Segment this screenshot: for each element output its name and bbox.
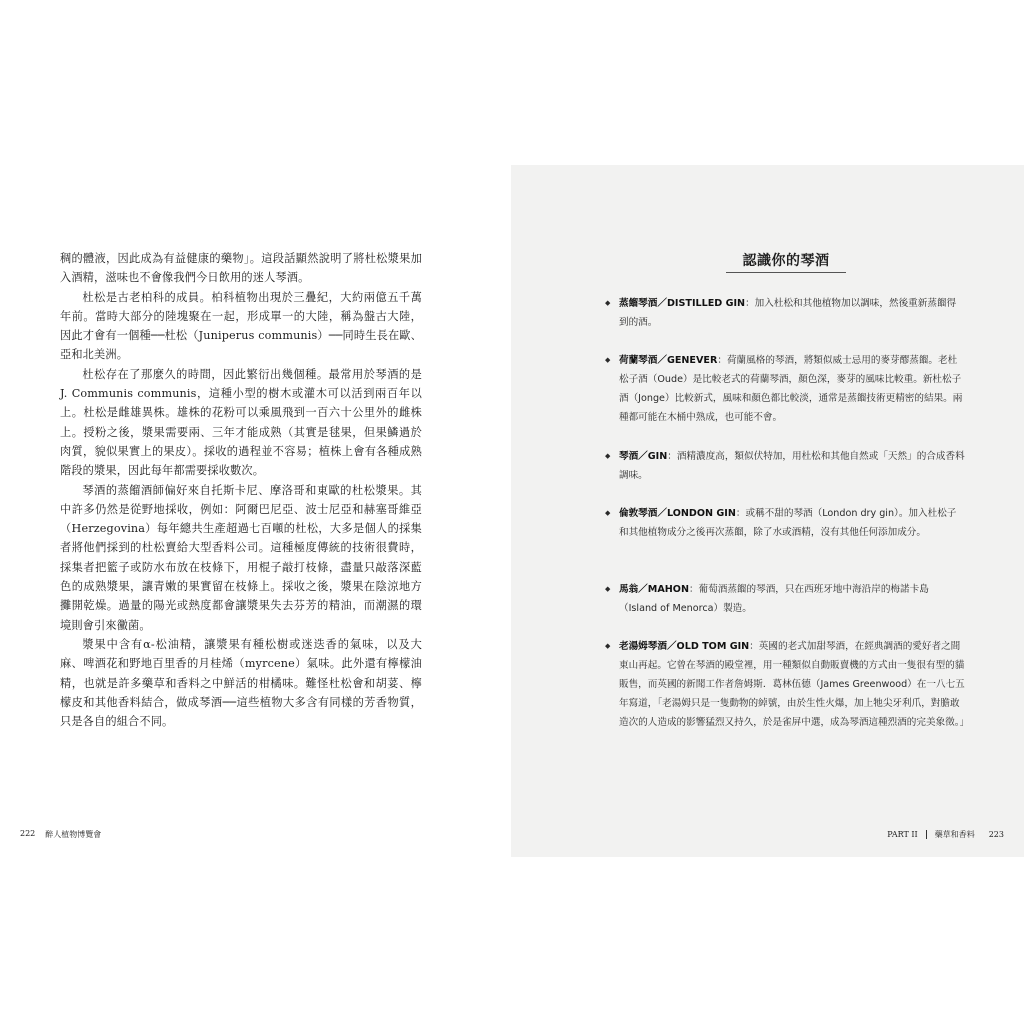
diamond-bullet-icon: ◆ [605,452,611,460]
entry-london-gin [605,504,965,542]
entry-gin [605,447,965,485]
right-page-number: 223 [988,830,1004,839]
entry-term: 老湯姆琴酒／OLD TOM GIN [619,641,750,652]
paragraph-4: 琴酒的蒸餾酒師偏好來自托斯卡尼、摩洛哥和東歐的杜松漿果。其中許多仍然是從野地採收，例如：阿爾巴尼亞、波士尼亞和赫塞哥維亞（Herzegovina）每年總共生產超過七百噸的杜松，大多是個人的採集者將他們採到的杜松賣給大型香料公司。這種極度傳統的技術很費時，採集者把籃子或防水布放在枝條下，用棍子敲打枝條，盡量只敲落深藍色的成熟漿果，讓青嫩的果實留在枝條上。採收之後，漿果在陰涼地方攤開乾燥。過量的陽光或熱度都會讓漿果失去芬芳的精油，而潮濕的環境則會引來黴菌。 [60,483,422,632]
entry-mahon [605,580,965,618]
diamond-bullet-icon: ◆ [605,585,611,593]
body-text [60,249,422,731]
entry-genever [605,351,965,427]
entry-definition: ：加入杜松和其他植物加以調味，然後重新蒸餾得到的酒。 [619,298,957,328]
paragraph-3: 杜松存在了那麼久的時間，因此繁衍出幾個種。最常用於琴酒的是 J. Communis communis，這種小型的樹木或灌木可以活到兩百年以上。杜松是雌雄異株。雄株的花粉可以乘風飛到一百六十公里外的雌株上。授粉之後，漿果需要兩、三年才能成熟（其實是毬果，但果鱗過於肉質，貌似果實上的果皮）。採收的過程並不容易；植株上會有各種成熟階段的漿果，因此每年都需要採收數次。 [60,367,422,478]
title-underline [726,272,846,273]
paragraph-2: 杜松是古老柏科的成員。柏科植物出現於三疊紀，大約兩億五千萬年前。當時大部分的陸塊聚在一起，形成單一的大陸，稱為盤古大陸，因此才會有一個種──杜松（Juniperus communis）──同時生長在歐、亞和北美洲。 [60,290,422,362]
paragraph-1: 稠的體液，因此成為有益健康的藥物」。這段話顯然說明了將杜松漿果加入酒精，滋味也不會像我們今日飲用的迷人琴酒。 [60,252,422,285]
part-label: PART II [887,830,918,839]
running-title: 醉人植物博覽會 [45,830,102,839]
entry-distilled-gin [605,294,965,332]
entry-definition: ：或稱不甜的琴酒（London dry gin）。加入杜松子和其他植物成分之後再次蒸餾，除了水或酒精，沒有其他任何添加成分。 [619,508,957,538]
sidebar-title: 認識你的琴酒 [742,253,830,269]
entry-definition: ：英國的老式加甜琴酒，在經典調酒的愛好者之間東山再起。它曾在琴酒的殿堂裡，用一種類似自動販賣機的方式由一隻很有型的貓販售，而英國的新聞工作者詹姆斯．葛林伍德（James Greenwood）在一八七五年寫道，「老湯姆只是一隻動物的綽號，由於生性火爆，加上牠尖牙利爪，對膽敢造次的人造成的影響猛烈又持久，於是雀屏中選，成為琴酒這種烈酒的完美象徵。」 [619,641,970,728]
entry-term: 馬翁／MAHON [619,584,689,595]
entry-term: 蒸餾琴酒／DISTILLED GIN [619,298,746,309]
entry-definition: ：酒精濃度高，類似伏特加，用杜松和其他自然或「天然」的合成香料調味。 [619,451,965,481]
entry-old-tom-gin [605,637,970,732]
entry-term: 倫敦琴酒／LONDON GIN [619,508,736,519]
entry-definition: ：葡萄酒蒸餾的琴酒，只在西班牙地中海沿岸的梅諾卡島（Island of Menorca）製造。 [619,584,929,614]
right-footer [887,829,1004,840]
footer-divider [926,830,927,839]
left-page-number: 222 [20,829,36,838]
left-footer [20,829,101,840]
diamond-bullet-icon: ◆ [605,642,611,650]
diamond-bullet-icon: ◆ [605,509,611,517]
paragraph-5: 漿果中含有α-松油精，讓漿果有種松樹或迷迭香的氣味，以及大麻、啤酒花和野地百里香的月桂烯（myrcene）氣味。此外還有檸檬油精，也就是許多藥草和香料之中鮮活的柑橘味。難怪杜松會和胡荽、檸檬皮和其他香料結合，做成琴酒──這些植物大多含有同樣的芳香物質，只是各自的組合不同。 [60,637,422,729]
entry-definition: ：荷蘭風格的琴酒，將類似威士忌用的麥芽醪蒸餾。老杜松子酒（Oude）是比較老式的荷蘭琴酒，顏色深，麥芽的風味比較重。新杜松子酒（Jonge）比較新式，風味和顏色都比較淡，通常是蒸餾技術更精密的結果。兩種都可能在木桶中熟成，也可能不會。 [619,355,963,423]
diamond-bullet-icon: ◆ [605,299,611,307]
diamond-bullet-icon: ◆ [605,356,611,364]
entry-term: 荷蘭琴酒／GENEVER [619,355,718,366]
section-label: 藥草和香料 [934,830,975,839]
entry-term: 琴酒／GIN [619,451,668,462]
